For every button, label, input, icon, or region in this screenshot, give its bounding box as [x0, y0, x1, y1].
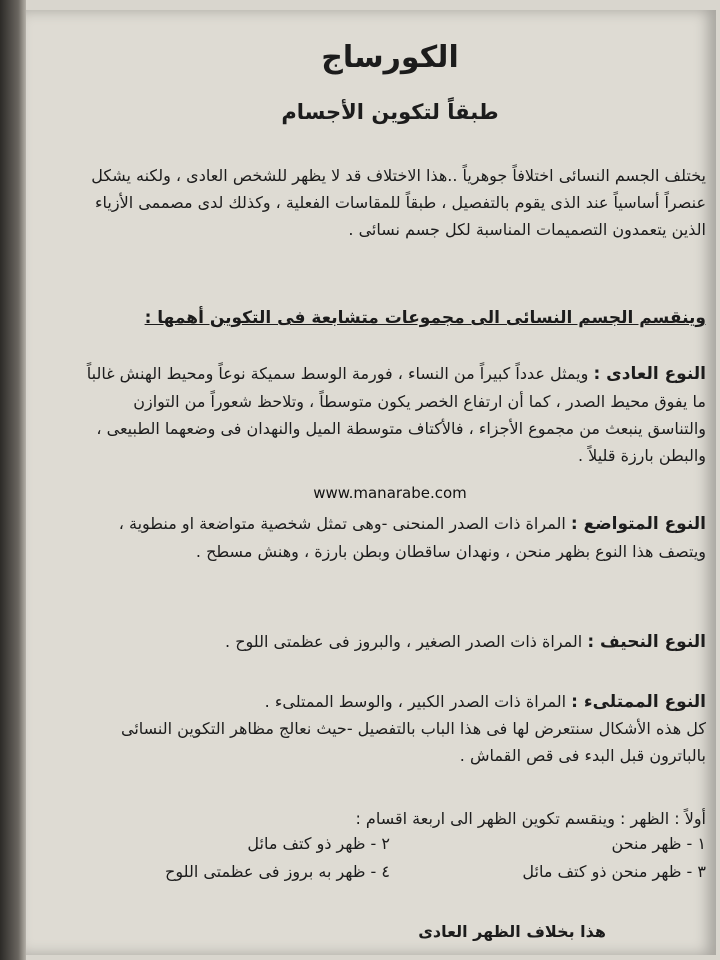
- type-full-label: النوع الممتلىء :: [571, 692, 706, 712]
- type-humble-text: المراة ذات الصدر المنحنى -وهى تمثل شخصية متواضعة او منطوية ، ويتصف هذا النوع بظهر منحن ، ونهدان ساقطان وبطن بارزة ، وهنش مسطح .: [118, 514, 706, 561]
- book-page: [26, 10, 716, 955]
- type-humble-label: النوع المتواضع :: [570, 514, 706, 534]
- groups-heading: وينقسم الجسم النسائى الى مجموعات متشابعة فى التكوين أهمها :: [144, 308, 706, 328]
- list-item: ٣ - ظهر منحن ذو كتف مائل: [522, 862, 706, 881]
- type-full-paragraph: [74, 688, 706, 716]
- list-item: ٤ - ظهر به بروز فى عظمتى اللوح: [165, 862, 390, 881]
- closing-paragraph: كل هذه الأشكال سنتعرض لها فى هذا الباب بالتفصيل -حيث نعالج مظاهر التكوين النسائى بالباترون قبل البدء فى قص القماش .: [120, 719, 706, 765]
- type-full-text: المراة ذات الصدر الكبير ، والوسط الممتلىء .: [264, 692, 567, 711]
- intro-paragraph: يختلف الجسم النسائى اختلافاً جوهرياً ..هذا الاختلاف قد لا يظهر للشخص العادى ، ولكنه يشكل عنصراً أساسياً عند الذى يقوم بالتفصيل ، طبقاً للمقاسات الفعلية ، وكذلك لدى مصممى الأزياء الذين يتعمدون التصميمات المناسبة لكل جسم نسائى .: [91, 166, 706, 239]
- type-normal-label: النوع العادى :: [593, 364, 706, 384]
- type-thin-text: المراة ذات الصدر الصغير ، والبروز فى عظمتى اللوح .: [225, 632, 583, 651]
- page-content: [74, 10, 706, 955]
- footer-text: هذا بخلاف الظهر العادى: [418, 922, 606, 941]
- type-normal-paragraph: [74, 360, 706, 469]
- type-thin-label: النوع النحيف :: [587, 632, 706, 652]
- book-gutter: [0, 0, 26, 960]
- list-item: ٢ - ظهر ذو كتف مائل: [247, 834, 390, 853]
- page-title: الكورساج: [321, 40, 459, 75]
- list-item: ١ - ظهر منحن: [611, 834, 706, 853]
- page-subtitle: طبقاً لتكوين الأجسام: [281, 100, 499, 124]
- back-types-list: [74, 832, 706, 884]
- type-normal-text: ويمثل عدداً كبيراً من النساء ، فورمة الوسط سميكة نوعاً ومحيط الهنش غالباً ما يفوق محيط الصدر ، كما أن ارتفاع الخصر يكون متوسطاً ، وتلاحظ شعوراً من التوازن والتناسق ينبعث من مجموع الأجزاء ، فالأكتاف متوسطة الميل والنهدان فى وضعهما الطبيعى ، والبطن بارزة قليلاً .: [86, 364, 706, 465]
- type-humble-paragraph: [74, 510, 706, 565]
- watermark-url: www.manarabe.com: [313, 484, 467, 502]
- type-thin-paragraph: [74, 628, 706, 656]
- back-intro: أولاً : الظهر : وينقسم تكوين الظهر الى اربعة اقسام :: [355, 809, 706, 828]
